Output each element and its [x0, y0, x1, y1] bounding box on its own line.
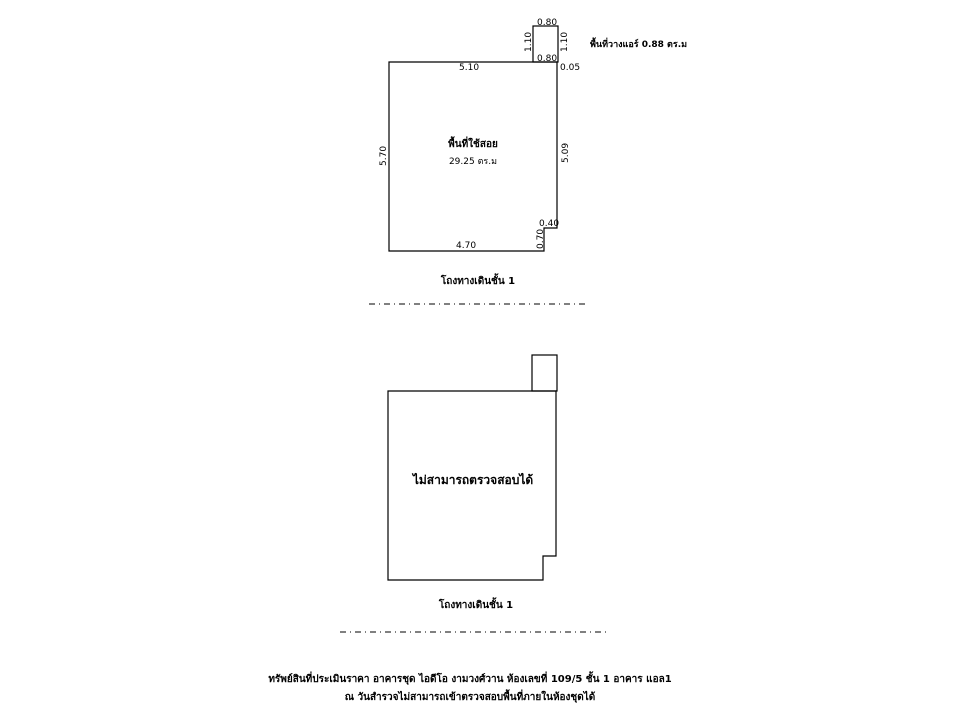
usable-area-label: พื้นที่ใช้สอย [448, 139, 498, 150]
dim-ac-bottom: 0.80 [537, 54, 558, 64]
footer-line-1: ทรัพย์สินที่ประเมินราคา อาคารชุด ไอดีโอ งามวงศ์วาน ห้องเลขที่ 109/5 ชั้น 1 อาคาร แอล1 [268, 674, 672, 685]
dim-notch-width: 0.40 [539, 219, 560, 229]
not-inspectable-note: ไม่สามารถตรวจสอบได้ [412, 473, 534, 487]
dim-ac-right-height: 1.10 [560, 31, 570, 52]
ac-box-bottom [532, 355, 557, 391]
ac-area-label: พื้นที่วางแอร์ 0.88 ตร.ม [590, 40, 688, 50]
dim-right-height: 5.09 [561, 142, 571, 163]
dim-ac-left-height: 1.10 [524, 31, 534, 52]
corridor-label-bottom: โถงทางเดินชั้น 1 [438, 600, 514, 611]
bottom-floor-plan [388, 355, 557, 580]
usable-area-value: 29.25 ตร.ม [448, 157, 498, 167]
dim-offset-right: 0.05 [560, 63, 581, 73]
dim-top-width: 5.10 [459, 63, 480, 73]
dim-notch-height: 0.70 [536, 228, 546, 249]
corridor-label-top: โถงทางเดินชั้น 1 [440, 276, 516, 287]
dim-bottom-width: 4.70 [456, 241, 477, 251]
dim-left-height: 5.70 [379, 145, 389, 166]
dim-ac-top: 0.80 [537, 18, 558, 28]
footer-line-2: ณ วันสำรวจไม่สามารถเข้าตรวจสอบพื้นที่ภายในห้องชุดได้ [344, 692, 596, 703]
